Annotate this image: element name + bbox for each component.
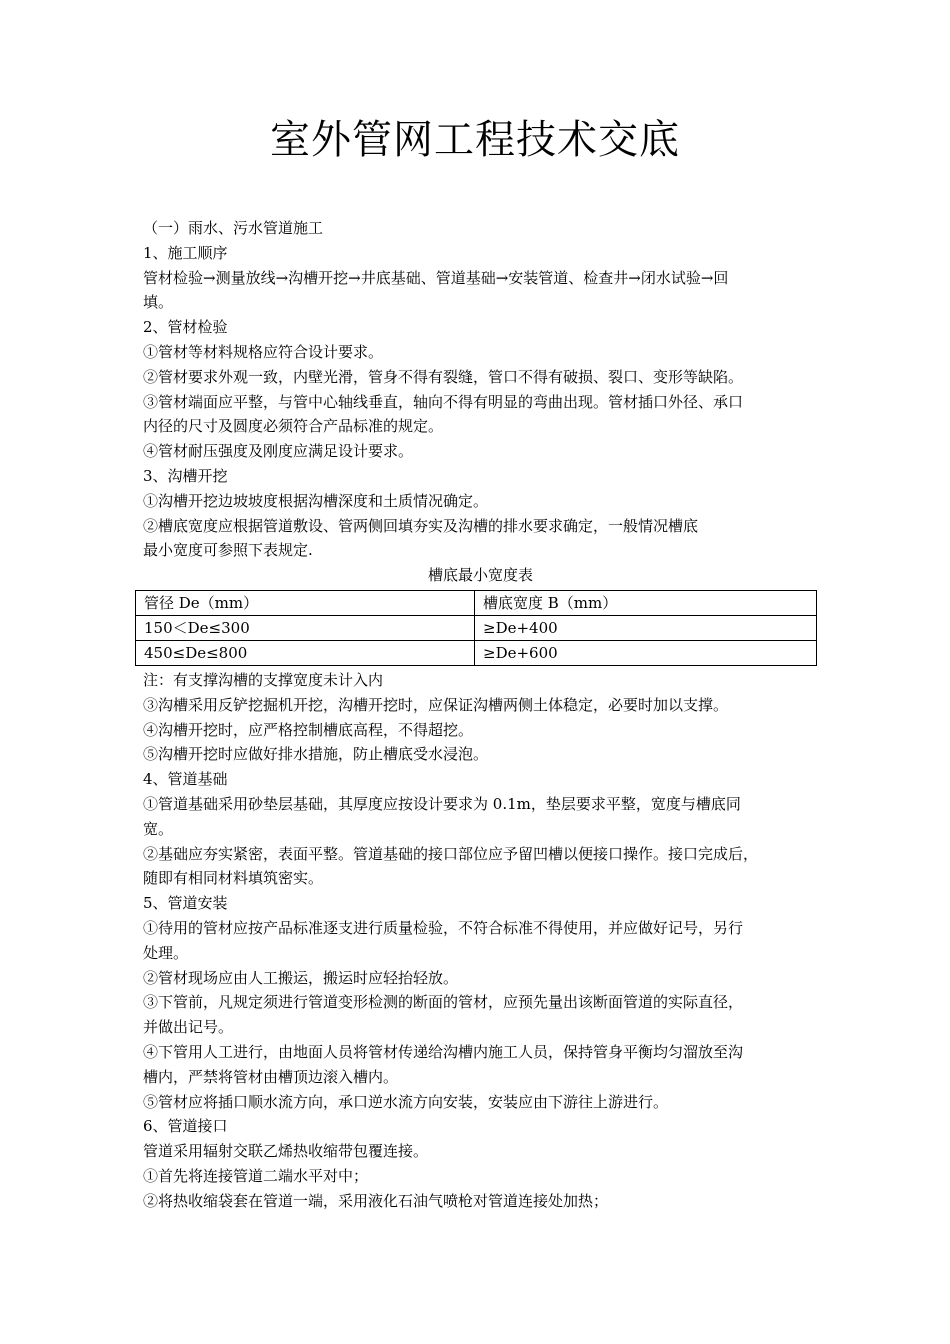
text-line: 最小宽度可参照下表规定. [143, 541, 313, 560]
text-line: 管道采用辐射交联乙烯热收缩带包覆连接。 [143, 1142, 429, 1161]
table-caption: 槽底最小宽度表 [427, 566, 533, 585]
text-line: ③管材端面应平整，与管中心轴线垂直，轴向不得有明显的弯曲出现。管材插口外径、承口 [143, 392, 744, 411]
text-line: 2、管材检验 [143, 318, 228, 337]
text-line: 注：有支撑沟槽的支撑宽度未计入内 [143, 670, 384, 689]
table-header-row [136, 590, 817, 615]
table-row [136, 615, 817, 640]
text-line: 内径的尺寸及圆度必须符合产品标准的规定。 [143, 417, 444, 436]
text-line: ⑤沟槽开挖时应做好排水措施，防止槽底受水浸泡。 [143, 745, 489, 764]
document-title: 室外管网工程技术交底 [270, 117, 680, 163]
text-line: ②管材要求外观一致，内壁光滑，管身不得有裂缝，管口不得有破损、裂口、变形等缺陷。 [143, 367, 744, 386]
table-cell: 150＜De≤300 [136, 615, 475, 640]
table-cell: ≥De+600 [475, 640, 817, 665]
text-line: 5、管道安装 [143, 894, 228, 913]
text-line: 处理。 [143, 943, 189, 962]
text-block-b [143, 668, 818, 1214]
text-line: ④管材耐压强度及刚度应满足设计要求。 [143, 442, 414, 461]
text-line: 1、施工顺序 [143, 243, 228, 262]
text-line: 随即有相同材料填筑密实。 [143, 869, 324, 888]
table-cell: ≥De+400 [475, 615, 817, 640]
text-line: ①沟槽开挖边坡坡度根据沟槽深度和土质情况确定。 [143, 491, 489, 510]
table-header-cell: 槽底宽度 B（mm） [475, 590, 817, 615]
text-line: 并做出记号。 [143, 1018, 234, 1037]
table-row [136, 640, 817, 665]
text-line: 3、沟槽开挖 [143, 466, 228, 485]
text-line: 6、管道接口 [143, 1117, 228, 1136]
text-line: ①管道基础采用砂垫层基础，其厚度应按设计要求为 0.1m，垫层要求平整，宽度与槽底同 [143, 794, 741, 813]
text-line: ②将热收缩袋套在管道一端，采用液化石油气喷枪对管道连接处加热； [143, 1191, 609, 1210]
text-block-a [143, 216, 818, 563]
text-line: ①待用的管材应按产品标准逐支进行质量检验，不符合标准不得使用，并应做好记号，另行 [143, 918, 744, 937]
text-line: （一）雨水、污水管道施工 [143, 219, 324, 237]
text-line: 4、管道基础 [143, 770, 228, 789]
text-line: 槽内，严禁将管材由槽顶边滚入槽内。 [143, 1067, 399, 1086]
text-line: ②管材现场应由人工搬运，搬运时应轻抬轻放。 [143, 968, 459, 987]
text-line: 管材检验→测量放线→沟槽开挖→井底基础、管道基础→安装管道、检查井→闭水试验→回 [143, 268, 729, 287]
text-line: 填。 [143, 293, 174, 312]
text-line: 宽。 [143, 819, 174, 838]
text-line: ③下管前，凡规定须进行管道变形检测的断面的管材，应预先量出该断面管道的实际直径， [143, 993, 744, 1012]
table-cell: 450≤De≤800 [136, 640, 475, 665]
text-line: ③沟槽采用反铲挖掘机开挖，沟槽开挖时，应保证沟槽两侧土体稳定，必要时加以支撑。 [143, 695, 729, 714]
text-line: ②基础应夯实紧密，表面平整。管道基础的接口部位应予留凹槽以便接口操作。接口完成后， [143, 844, 759, 863]
document-body [143, 216, 818, 1213]
text-line: ④沟槽开挖时，应严格控制槽底高程，不得超挖。 [143, 720, 474, 739]
text-line: ①首先将连接管道二端水平对中； [143, 1166, 369, 1185]
text-line: ⑤管材应将插口顺水流方向，承口逆水流方向安装，安装应由下游往上游进行。 [143, 1092, 669, 1111]
table-header-cell: 管径 De（mm） [136, 590, 475, 615]
text-line: ①管材等材料规格应符合设计要求。 [143, 342, 384, 361]
text-line: ②槽底宽度应根据管道敷设、管两侧回填夯实及沟槽的排水要求确定，一般情况槽底 [143, 516, 699, 535]
trench-width-table [135, 590, 817, 666]
text-line: ④下管用人工进行，由地面人员将管材传递给沟槽内施工人员，保持管身平衡均匀溜放至沟 [143, 1042, 744, 1061]
